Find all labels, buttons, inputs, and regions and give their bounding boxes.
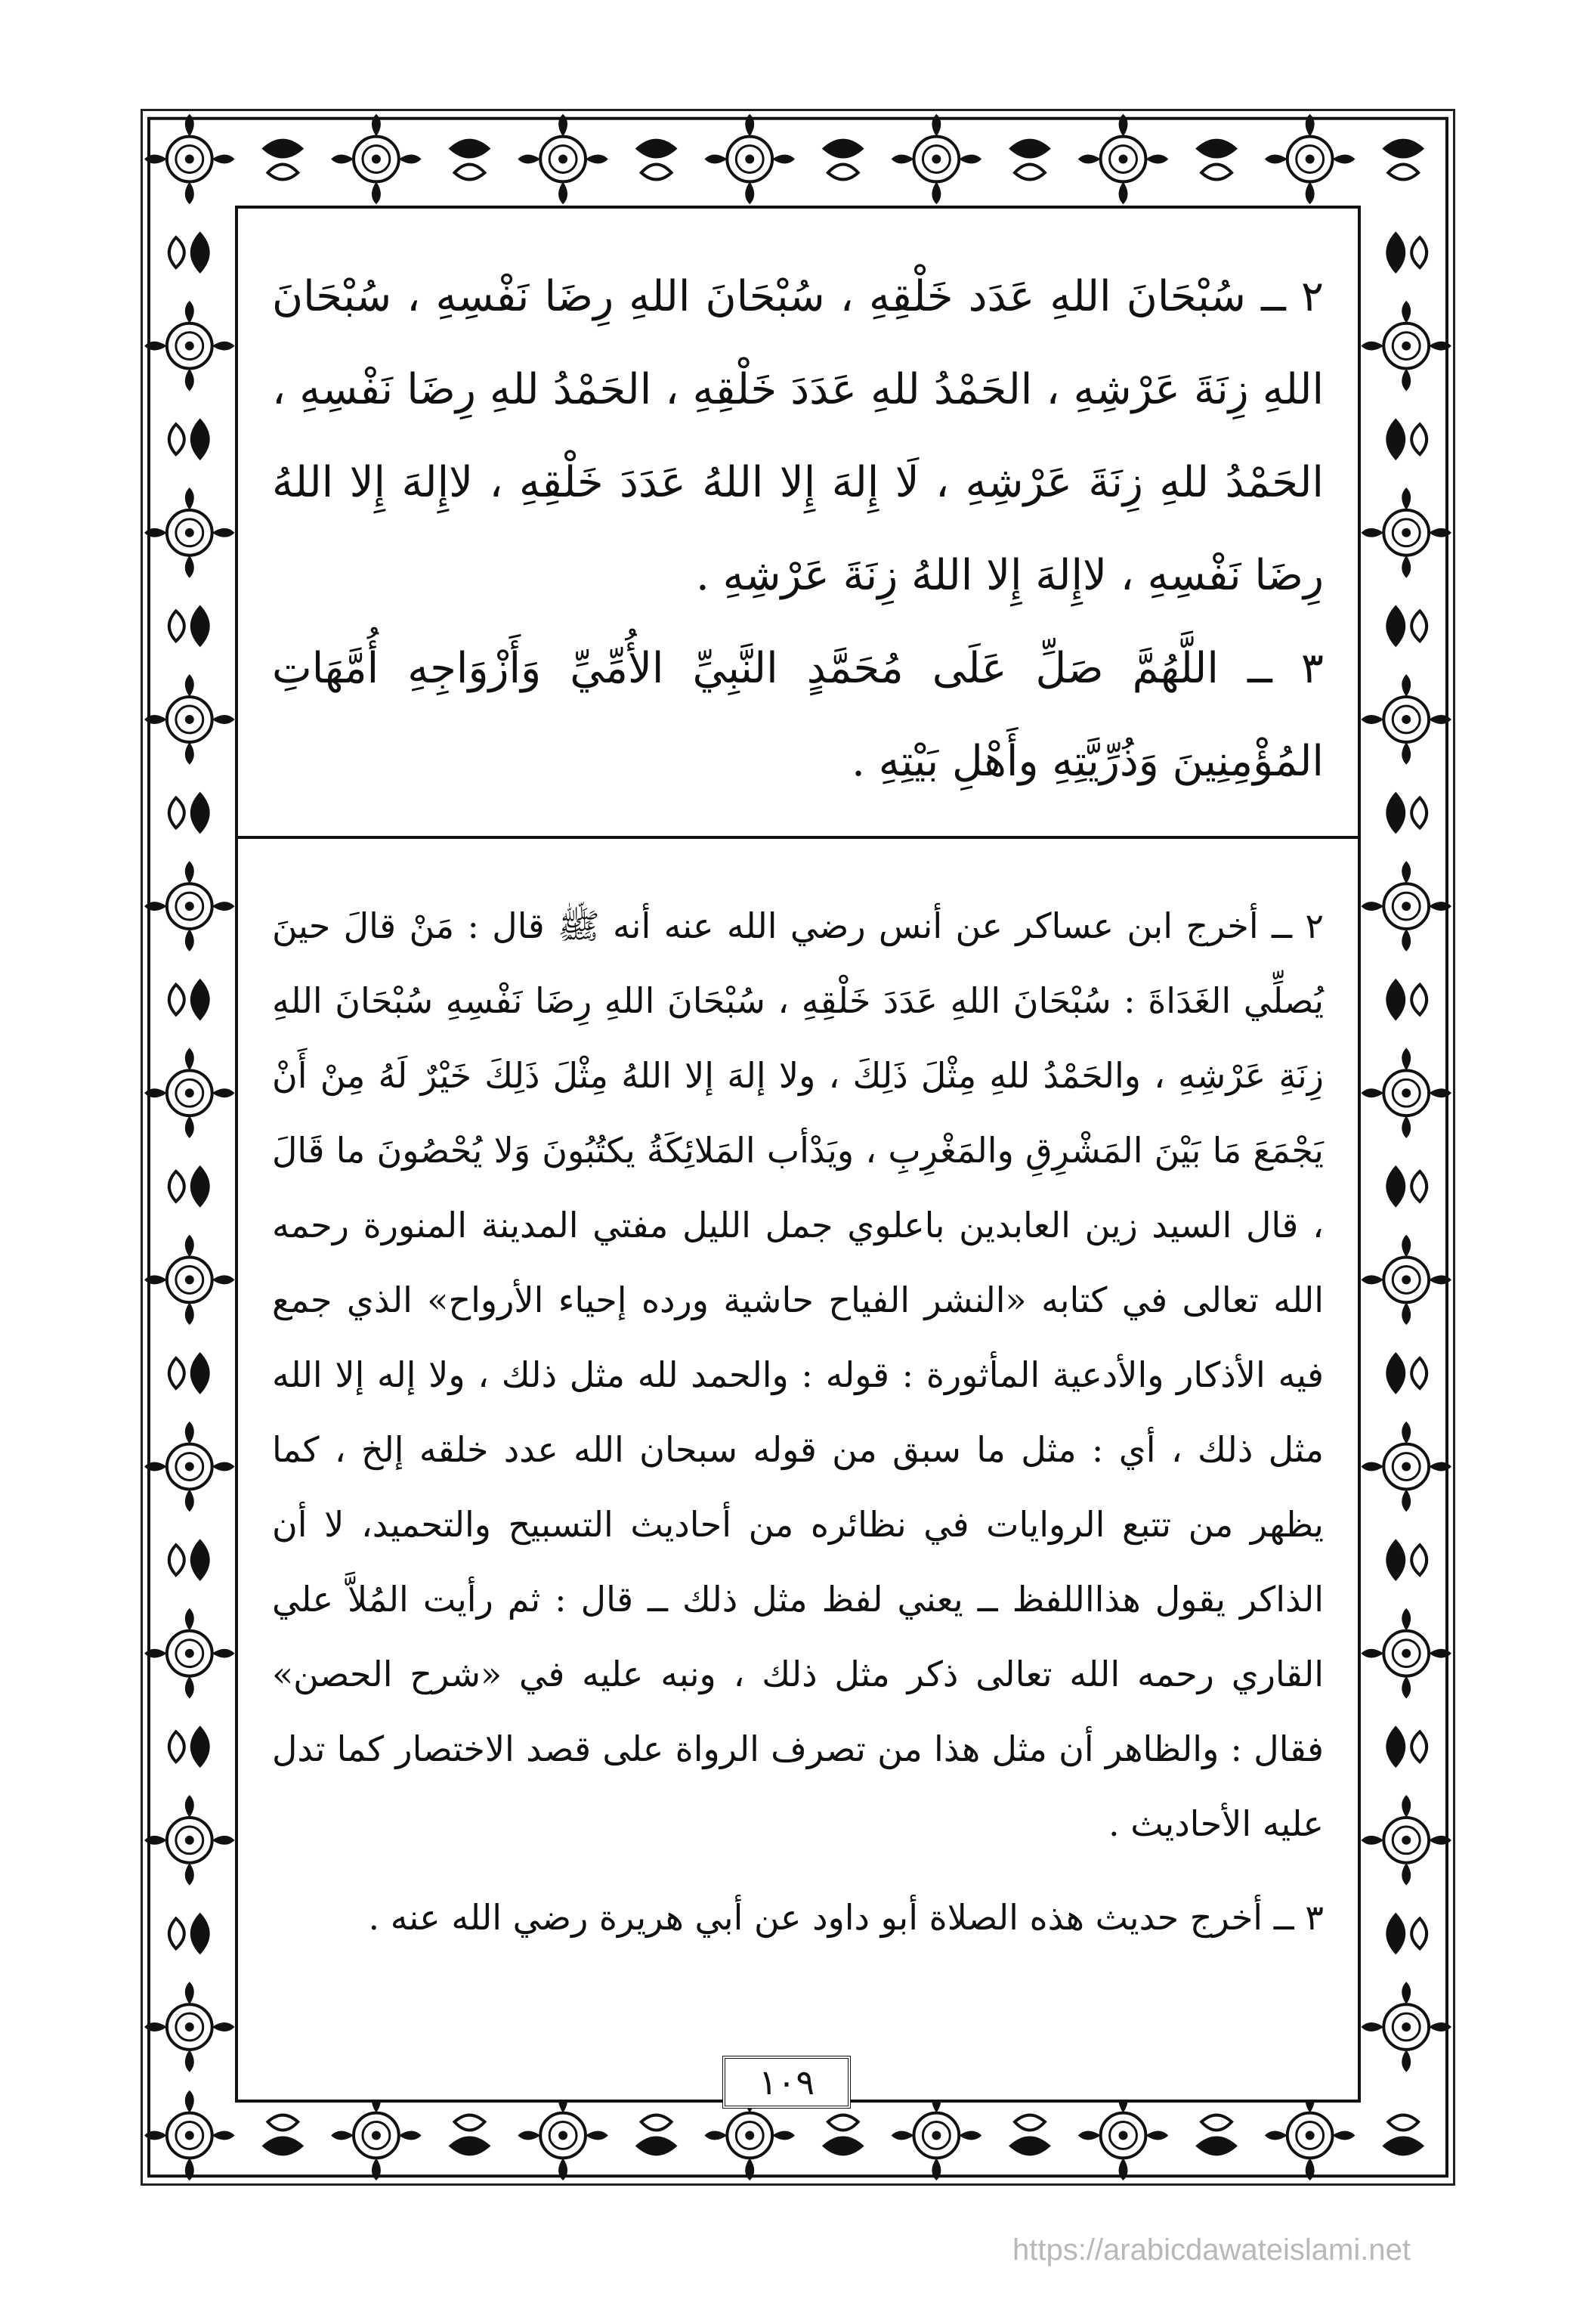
border-flower [144, 114, 235, 205]
border-leaf [169, 1352, 210, 1394]
border-leaf [261, 139, 304, 180]
supplication-verses [272, 250, 1324, 808]
border-leaf [169, 231, 210, 274]
border-leaf [169, 1539, 210, 1581]
border-flower [144, 1048, 235, 1138]
border-flower [1361, 1608, 1451, 1699]
border-leaf [1009, 139, 1051, 180]
border-leaf [635, 139, 678, 180]
border-leaf [169, 418, 210, 460]
border-leaf [449, 2115, 491, 2156]
border-leaf [1386, 979, 1427, 1021]
page-number: ١٠٩ [722, 2056, 851, 2109]
border-leaf [1386, 605, 1427, 647]
border-flower [1361, 861, 1451, 952]
border-leaf [1386, 1912, 1427, 1954]
verse-item-2: ٢ ــ سُبْحَانَ اللهِ عَدَد خَلْقِهِ ، سُبْحَانَ اللهِ رِضَا نَفْسِهِ ، سُبْحَانَ اللهِ زِنَةَ عَرْشِهِ ، الحَمْدُ للهِ عَدَدَ خَلْقِهِ ، الحَمْدُ للهِ رِضَا نَفْسِهِ ، الحَمْدُ للهِ زِنَةَ عَرْشِهِ ، لَا إِلهَ إِلا اللهُ عَدَدَ خَلْقِهِ ، لاإِلهَ إِلا اللهُ رِضَا نَفْسِهِ ، لاإِلهَ إِلا اللهُ زِنَةَ عَرْشِهِ . [272, 272, 1324, 600]
border-leaf [169, 979, 210, 1021]
border-leaf [635, 2115, 678, 2156]
border-flower [1361, 1795, 1451, 1886]
border-leaf [449, 139, 491, 180]
border-leaf [822, 139, 864, 180]
border-flower [1078, 114, 1169, 205]
border-flower [1361, 1982, 1451, 2072]
border-flower [331, 114, 422, 205]
border-flower [144, 1235, 235, 1326]
border-leaf [1195, 139, 1238, 180]
border-leaf [261, 2115, 304, 2156]
border-flower [518, 114, 608, 205]
border-flower [1078, 2090, 1169, 2181]
border-flower [144, 487, 235, 578]
border-leaf [1386, 792, 1427, 834]
border-leaf [169, 605, 210, 647]
border-flower [1361, 1048, 1451, 1138]
border-flower [144, 2090, 235, 2181]
border-flower [1265, 2090, 1356, 2181]
border-flower [331, 2090, 422, 2181]
border-flower [144, 301, 235, 391]
footnote-3: ٣ ــ أخرج حديث هذه الصلاة أبو داود عن أبي هريرة رضي الله عنه . [368, 1897, 1324, 1938]
border-leaf [1386, 1725, 1427, 1768]
border-leaf [1386, 231, 1427, 274]
border-leaf [169, 792, 210, 834]
border-leaf [1386, 1165, 1427, 1208]
border-flower [144, 1422, 235, 1512]
border-flower [1361, 487, 1451, 578]
border-flower [144, 674, 235, 765]
watermark-url: https://arabicdawateislami.net [1012, 2233, 1411, 2267]
border-leaf [1195, 2115, 1238, 2156]
border-leaf [1386, 1539, 1427, 1581]
border-flower [1361, 1235, 1451, 1326]
border-flower [144, 1608, 235, 1699]
border-flower [518, 2090, 608, 2181]
text-panel [235, 206, 1361, 2103]
border-leaf [1382, 139, 1424, 180]
border-flower [1361, 301, 1451, 391]
border-leaf [169, 1165, 210, 1208]
border-flower [1265, 114, 1356, 205]
border-leaf [1382, 2115, 1424, 2156]
border-leaf [1386, 1352, 1427, 1394]
footnotes [272, 889, 1324, 1955]
verse-item-3: ٣ ــ اللَّهُمَّ صَلِّ عَلَى مُحَمَّدٍ النَّبِيِّ الأُمِّيِّ وَأَزْوَاجِهِ أُمَّهَاتِ المُؤْمِنِينَ وَذُرِّيَّتِهِ وأَهْلِ بَيْتِهِ . [272, 644, 1324, 786]
border-leaf [1009, 2115, 1051, 2156]
border-leaf [822, 2115, 864, 2156]
section-divider [238, 836, 1358, 839]
border-flower [144, 861, 235, 952]
border-flower [144, 1982, 235, 2072]
footnote-2: ٢ ــ أخرج ابن عساكر عن أنس رضي الله عنه أنه ﷺ قال : مَنْ قالَ حينَ يُصلِّي الغَدَاةَ : سُبْحَانَ اللهِ عَدَدَ خَلْقِهِ ، سُبْحَانَ اللهِ رِضَا نَفْسِهِ سُبْحَانَ اللهِ زِنَةِ عَرْشِهِ ، والحَمْدُ للهِ مِثْلَ ذَلِكَ ، ولا إلهَ إلا اللهُ مِثْلَ ذَلِكَ خَيْرٌ لَهُ مِنْ أَنْ يَجْمَعَ مَا بَيْنَ المَشْرِقِ والمَغْرِبِ ، ويَدْأب المَلائِكَةُ يكتُبُونَ وَلا يُحْصُونَ ما قَالَ ، قال السيد زين العابدين باعلوي جمل الليل مفتي المدينة المنورة رحمه الله تعالى في كتابه «النشر الفياح حاشية ورده إحياء الأرواح» الذي جمع فيه الأذكار والأدعية المأثورة : قوله : والحمد لله مثل ذلك ، ولا إله إلا الله مثل ذلك ، أي : مثل ما سبق من قوله سبحان الله عدد خلقه إلخ ، كما يظهر من تتبع الروايات في نظائره من أحاديث التسبيح والتحميد، لا أن الذاكر يقول هذااللفظ ــ يعني لفظ مثل ذلك ــ قال : ثم رأيت المُلاَّ علي القاري رحمه الله تعالى ذكر مثل ذلك ، ونبه عليه في «شرح الحصن» فقال : والظاهر أن مثل هذا من تصرف الرواة على قصد الاختصار كما تدل عليه الأحاديث . [272, 905, 1324, 1844]
border-leaf [169, 1912, 210, 1954]
border-leaf [169, 1725, 210, 1768]
border-flower [704, 114, 795, 205]
border-flower [892, 114, 982, 205]
border-flower [1361, 1422, 1451, 1512]
border-flower [1361, 674, 1451, 765]
border-leaf [1386, 418, 1427, 460]
border-flower [144, 1795, 235, 1886]
border-flower [892, 2090, 982, 2181]
